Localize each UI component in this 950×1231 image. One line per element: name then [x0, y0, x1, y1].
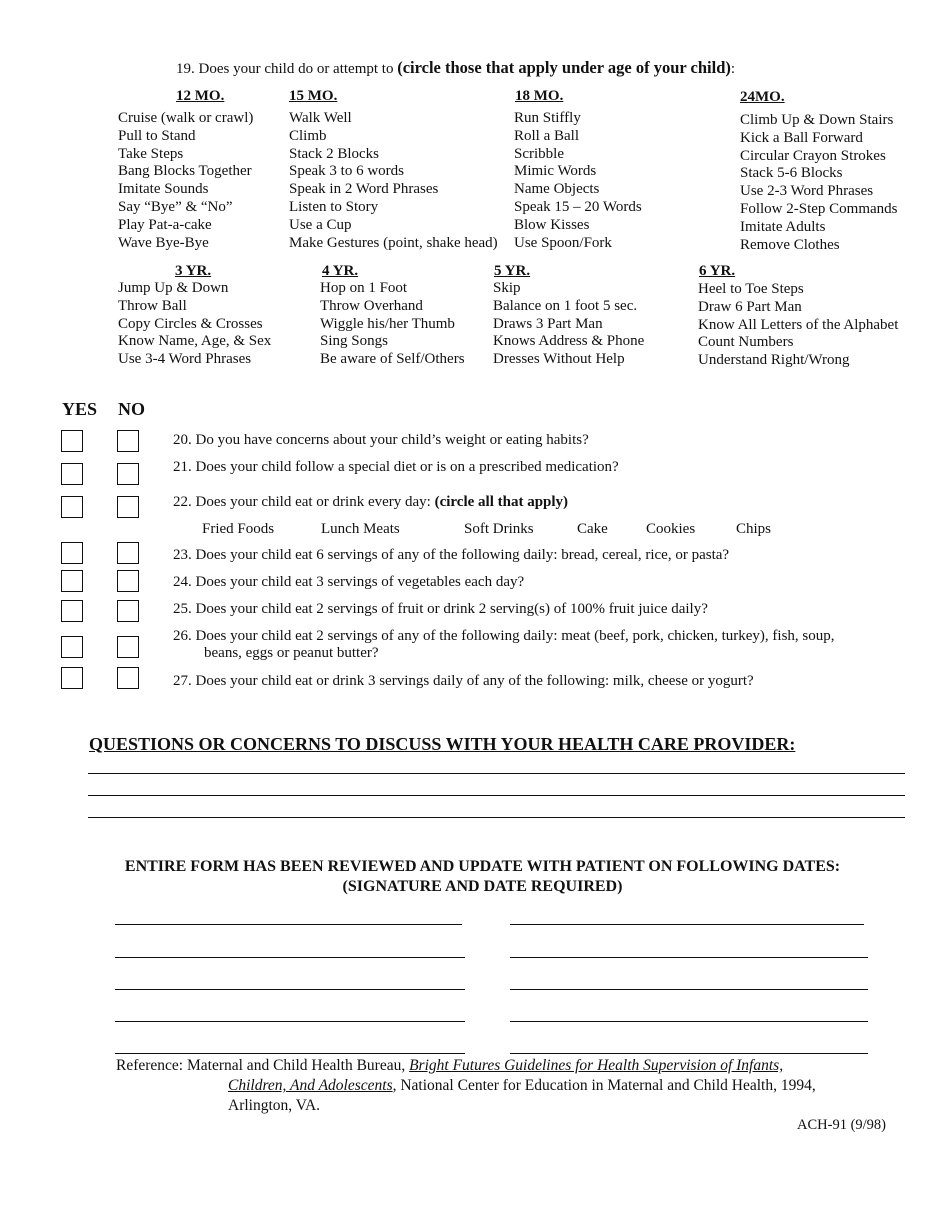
q21-no-checkbox[interactable]: [117, 463, 139, 485]
header-18mo: 18 MO.: [515, 88, 564, 104]
milestone-item[interactable]: Speak 15 – 20 Words: [514, 198, 642, 215]
q25-yes-checkbox[interactable]: [61, 600, 83, 622]
date-line[interactable]: [510, 1053, 868, 1054]
q24-yes-checkbox[interactable]: [61, 570, 83, 592]
date-line[interactable]: [510, 957, 868, 958]
concerns-line[interactable]: [88, 795, 905, 796]
header-12mo: 12 MO.: [176, 88, 225, 104]
milestone-item[interactable]: Be aware of Self/Others: [320, 351, 465, 368]
milestone-item[interactable]: Use 3-4 Word Phrases: [118, 351, 252, 368]
milestone-item[interactable]: Scribble: [514, 145, 564, 162]
milestone-item[interactable]: Balance on 1 foot 5 sec.: [493, 297, 638, 314]
milestone-item[interactable]: Use 2-3 Word Phrases: [740, 183, 874, 200]
milestone-item[interactable]: Imitate Sounds: [118, 181, 209, 198]
concerns-line[interactable]: [88, 773, 905, 774]
form-code: ACH-91 (9/98): [797, 1117, 887, 1133]
milestone-item[interactable]: Mimic Words: [514, 163, 597, 180]
milestone-item[interactable]: Run Stiffly: [514, 110, 581, 126]
signature-line[interactable]: [115, 1053, 465, 1054]
milestone-item[interactable]: Follow 2-Step Commands: [740, 200, 898, 217]
food-chips[interactable]: Chips: [736, 521, 772, 537]
milestone-item[interactable]: Take Steps: [118, 145, 184, 162]
date-line[interactable]: [510, 1021, 868, 1022]
milestone-item[interactable]: Use a Cup: [289, 216, 352, 233]
milestone-item[interactable]: Knows Address & Phone: [493, 333, 645, 350]
milestone-item[interactable]: Climb: [289, 127, 327, 144]
milestone-item[interactable]: Wave Bye-Bye: [118, 234, 209, 251]
question-22-emphasis: (circle all that apply): [434, 494, 569, 510]
q26-yes-checkbox[interactable]: [61, 636, 83, 658]
concerns-heading: QUESTIONS OR CONCERNS TO DISCUSS WITH YOUR HEALTH CARE PROVIDER:: [89, 734, 796, 754]
question-23: 23. Does your child eat 6 servings of any of the following daily: bread, cereal, rice, or pasta?: [173, 547, 730, 563]
q24-no-checkbox[interactable]: [117, 570, 139, 592]
reference-title-part2: Children, And Adolescents: [228, 1077, 393, 1094]
milestone-item[interactable]: Count Numbers: [698, 334, 794, 351]
q25-no-checkbox[interactable]: [117, 600, 139, 622]
milestone-item[interactable]: Skip: [493, 280, 521, 296]
milestone-item[interactable]: Play Pat-a-cake: [118, 216, 212, 233]
header-3yr: 3 YR.: [175, 263, 212, 279]
q19-emphasis: (circle those that apply under age of your child): [397, 58, 731, 77]
review-heading-line1: ENTIRE FORM HAS BEEN REVIEWED AND UPDATE WITH PATIENT ON FOLLOWING DATES:: [124, 858, 841, 875]
milestone-item[interactable]: Climb Up & Down Stairs: [740, 112, 894, 128]
food-cookies[interactable]: Cookies: [646, 521, 696, 537]
header-6yr: 6 YR.: [699, 263, 736, 279]
signature-line[interactable]: [115, 924, 462, 925]
q27-no-checkbox[interactable]: [117, 667, 139, 689]
review-heading-line2: (SIGNATURE AND DATE REQUIRED): [342, 878, 623, 895]
no-column-header: NO: [118, 399, 145, 419]
header-5yr: 5 YR.: [494, 263, 531, 279]
signature-line[interactable]: [115, 1021, 465, 1022]
reference-label: Reference: Maternal and Child Health Bureau,: [116, 1057, 406, 1074]
milestones-3yr: [118, 280, 271, 369]
milestone-item[interactable]: Kick a Ball Forward: [740, 129, 863, 146]
milestones-15mo: [289, 110, 498, 252]
reference-line2: [228, 1077, 816, 1095]
question-24: 24. Does your child eat 3 servings of vegetables each day?: [173, 574, 525, 590]
question-20: 20. Do you have concerns about your child’s weight or eating habits?: [173, 432, 589, 448]
question-21: 21. Does your child follow a special diet or is on a prescribed medication?: [173, 459, 619, 475]
milestone-item[interactable]: Name Objects: [514, 181, 600, 198]
question-25: 25. Does your child eat 2 servings of fruit or drink 2 serving(s) of 100% fruit juice daily?: [173, 601, 708, 617]
food-soft-drinks[interactable]: Soft Drinks: [464, 521, 534, 537]
milestone-item[interactable]: Remove Clothes: [740, 236, 840, 253]
milestone-item[interactable]: Pull to Stand: [118, 127, 196, 144]
question-26-line1: 26. Does your child eat 2 servings of any of the following daily: meat (beef, pork, chicken, turkey), fish, soup,: [173, 628, 835, 644]
milestone-item[interactable]: Throw Ball: [118, 297, 187, 314]
q21-yes-checkbox[interactable]: [61, 463, 83, 485]
milestone-item[interactable]: Roll a Ball: [514, 127, 579, 144]
milestone-item[interactable]: Throw Overhand: [320, 297, 423, 314]
milestone-item[interactable]: Draws 3 Part Man: [493, 315, 603, 332]
signature-line[interactable]: [115, 957, 465, 958]
milestone-item[interactable]: Dresses Without Help: [493, 351, 625, 368]
concerns-line[interactable]: [88, 817, 905, 818]
food-cake[interactable]: Cake: [577, 521, 608, 537]
q27-yes-checkbox[interactable]: [61, 667, 83, 689]
milestone-item[interactable]: Walk Well: [289, 110, 352, 126]
q22-no-checkbox[interactable]: [117, 496, 139, 518]
signature-line[interactable]: [115, 989, 465, 990]
q26-no-checkbox[interactable]: [117, 636, 139, 658]
question-26-line2: beans, eggs or peanut butter?: [204, 645, 379, 661]
milestone-item[interactable]: Hop on 1 Foot: [320, 280, 408, 296]
reference-title-part1: Bright Futures Guidelines for Health Supervision of Infants,: [409, 1057, 784, 1074]
q22-yes-checkbox[interactable]: [61, 496, 83, 518]
food-fried-foods[interactable]: Fried Foods: [202, 521, 275, 537]
milestones-6yr: [698, 281, 898, 370]
date-line[interactable]: [510, 989, 868, 990]
milestones-5yr: [493, 280, 644, 369]
milestone-item[interactable]: Circular Crayon Strokes: [740, 147, 886, 164]
milestone-item[interactable]: Speak in 2 Word Phrases: [289, 181, 439, 198]
milestone-item[interactable]: Heel to Toe Steps: [698, 281, 804, 297]
milestone-item[interactable]: Copy Circles & Crosses: [118, 315, 263, 332]
milestone-item[interactable]: Wiggle his/her Thumb: [320, 315, 455, 332]
milestones-24mo: [740, 112, 898, 254]
q19-prompt: [176, 59, 735, 78]
food-lunch-meats[interactable]: Lunch Meats: [321, 521, 400, 537]
reference-place: Arlington, VA.: [228, 1097, 321, 1114]
milestone-item[interactable]: Bang Blocks Together: [118, 163, 252, 180]
q23-no-checkbox[interactable]: [117, 542, 139, 564]
milestone-item[interactable]: Understand Right/Wrong: [698, 352, 850, 369]
milestone-item[interactable]: Draw 6 Part Man: [698, 298, 802, 315]
milestone-item[interactable]: Use Spoon/Fork: [514, 234, 612, 251]
milestone-item[interactable]: Imitate Adults: [740, 218, 826, 235]
question-22: [173, 494, 568, 511]
header-24mo: 24MO.: [740, 89, 785, 105]
header-4yr: 4 YR.: [322, 263, 359, 279]
q19-prefix: 19. Does your child do or attempt to: [176, 61, 394, 77]
milestone-item[interactable]: Blow Kisses: [514, 216, 590, 233]
milestone-item[interactable]: Speak 3 to 6 words: [289, 163, 404, 180]
q23-yes-checkbox[interactable]: [61, 542, 83, 564]
milestone-item[interactable]: Sing Songs: [320, 333, 388, 350]
milestone-item[interactable]: Stack 2 Blocks: [289, 145, 379, 162]
milestone-item[interactable]: Stack 5-6 Blocks: [740, 165, 843, 182]
milestones-18mo: [514, 110, 642, 252]
milestone-item[interactable]: Make Gestures (point, shake head): [289, 234, 498, 251]
header-15mo: 15 MO.: [289, 88, 338, 104]
reference-publisher: , National Center for Education in Maternal and Child Health, 1994,: [392, 1077, 816, 1094]
reference-line1: [116, 1057, 783, 1075]
milestone-item[interactable]: Know All Letters of the Alphabet: [698, 316, 899, 333]
milestones-4yr: [320, 280, 465, 369]
q20-yes-checkbox[interactable]: [61, 430, 83, 452]
date-line[interactable]: [510, 924, 864, 925]
milestones-12mo: [118, 110, 253, 252]
milestone-item[interactable]: Cruise (walk or crawl): [118, 110, 254, 126]
milestone-item[interactable]: Say “Bye” & “No”: [118, 198, 233, 215]
question-27: 27. Does your child eat or drink 3 servings daily of any of the following: milk, cheese or yogurt?: [173, 673, 754, 689]
milestone-item[interactable]: Know Name, Age, & Sex: [118, 333, 272, 350]
milestone-item[interactable]: Listen to Story: [289, 198, 379, 215]
q19-suffix: :: [730, 61, 736, 77]
yes-column-header: YES: [62, 399, 98, 419]
milestone-item[interactable]: Jump Up & Down: [118, 280, 229, 296]
q20-no-checkbox[interactable]: [117, 430, 139, 452]
question-22-text: 22. Does your child eat or drink every day:: [173, 494, 431, 510]
